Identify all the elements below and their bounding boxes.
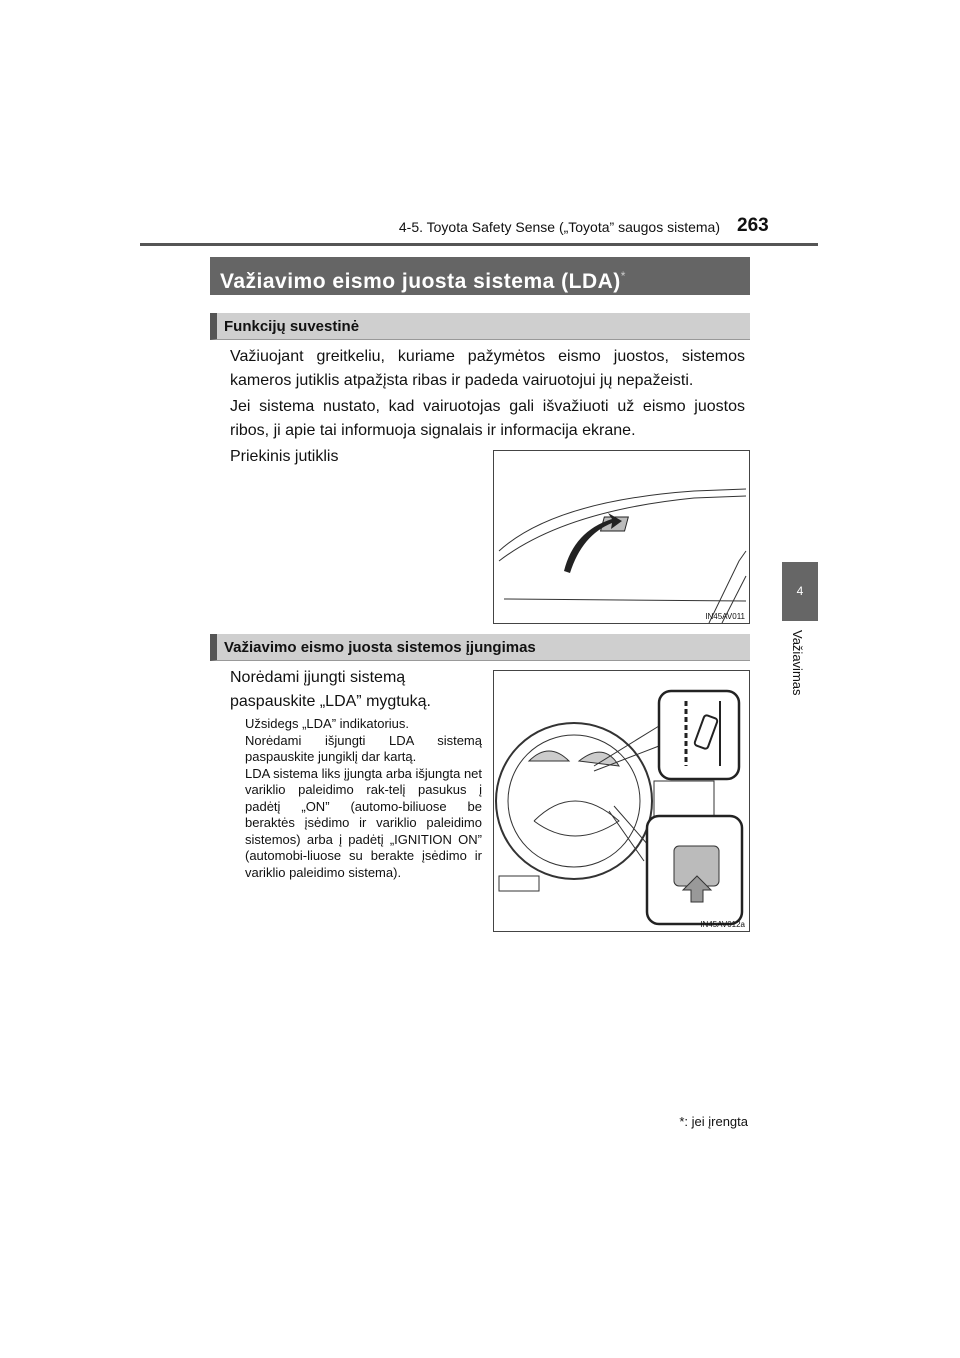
title-asterisk: * — [620, 269, 626, 283]
footnote-text: : jei įrengta — [684, 1114, 748, 1129]
figure-front-sensor — [493, 450, 750, 624]
note: LDA sistema liks įjungta arba išjungta net variklio paleidimo rak-telį pasukus į padėtį „ON” (automo-biliuose be beraktės įsėdimo ir variklio paleidimo sistemos) arba į padėtį „IGNITION ON” (automobi-liuose su berakte įsėdimo ir variklio paleidimo sistema). — [245, 765, 483, 880]
section-heading-summary: Funkcijų suvestinė — [210, 313, 750, 340]
steering-wheel-illustration — [494, 671, 749, 931]
page-title — [210, 257, 750, 295]
figure-id: IN45AV012a — [700, 920, 745, 929]
windshield-sensor-illustration — [494, 451, 749, 623]
page-number: 263 — [737, 215, 769, 236]
section-heading-activation: Važiavimo eismo juosta sistemos įjungimas — [210, 634, 750, 661]
footnote-asterisk: * — [679, 1114, 685, 1129]
figure-lda-switch — [493, 670, 750, 932]
instruction: Norėdami įjungti sistemą paspauskite „LDA” mygtuką. — [230, 669, 431, 710]
figure-id: IN45AV011 — [705, 612, 745, 621]
paragraph: Priekinis jutiklis — [230, 448, 339, 465]
paragraph: Važiuojant greitkeliu, kuriame pažymėtos eismo juostos, sistemos kameros jutiklis atpažįsta ribas ir padeda vairuotojui jų nepažeisti. — [230, 348, 745, 389]
note: Norėdami išjungti LDA sistemą paspauskite jungiklį dar kartą. — [245, 732, 482, 764]
note: Užsidegs „LDA” indikatorius. — [245, 716, 410, 731]
header-rule — [140, 243, 818, 246]
activation-text — [230, 666, 482, 881]
footnote — [600, 1114, 748, 1129]
running-header: 4-5. Toyota Safety Sense („Toyota” saugos sistema) — [398, 219, 720, 235]
title-text: Važiavimo eismo juosta sistema (LDA) — [220, 270, 621, 293]
paragraph: Jei sistema nustato, kad vairuotojas gali išvažiuoti už eismo juostos ribos, ji apie tai informuoja signalais ir informacija ekrane. — [230, 398, 745, 439]
chapter-label: Važiavimas — [790, 630, 805, 696]
chapter-tab[interactable]: 4 — [782, 562, 818, 621]
